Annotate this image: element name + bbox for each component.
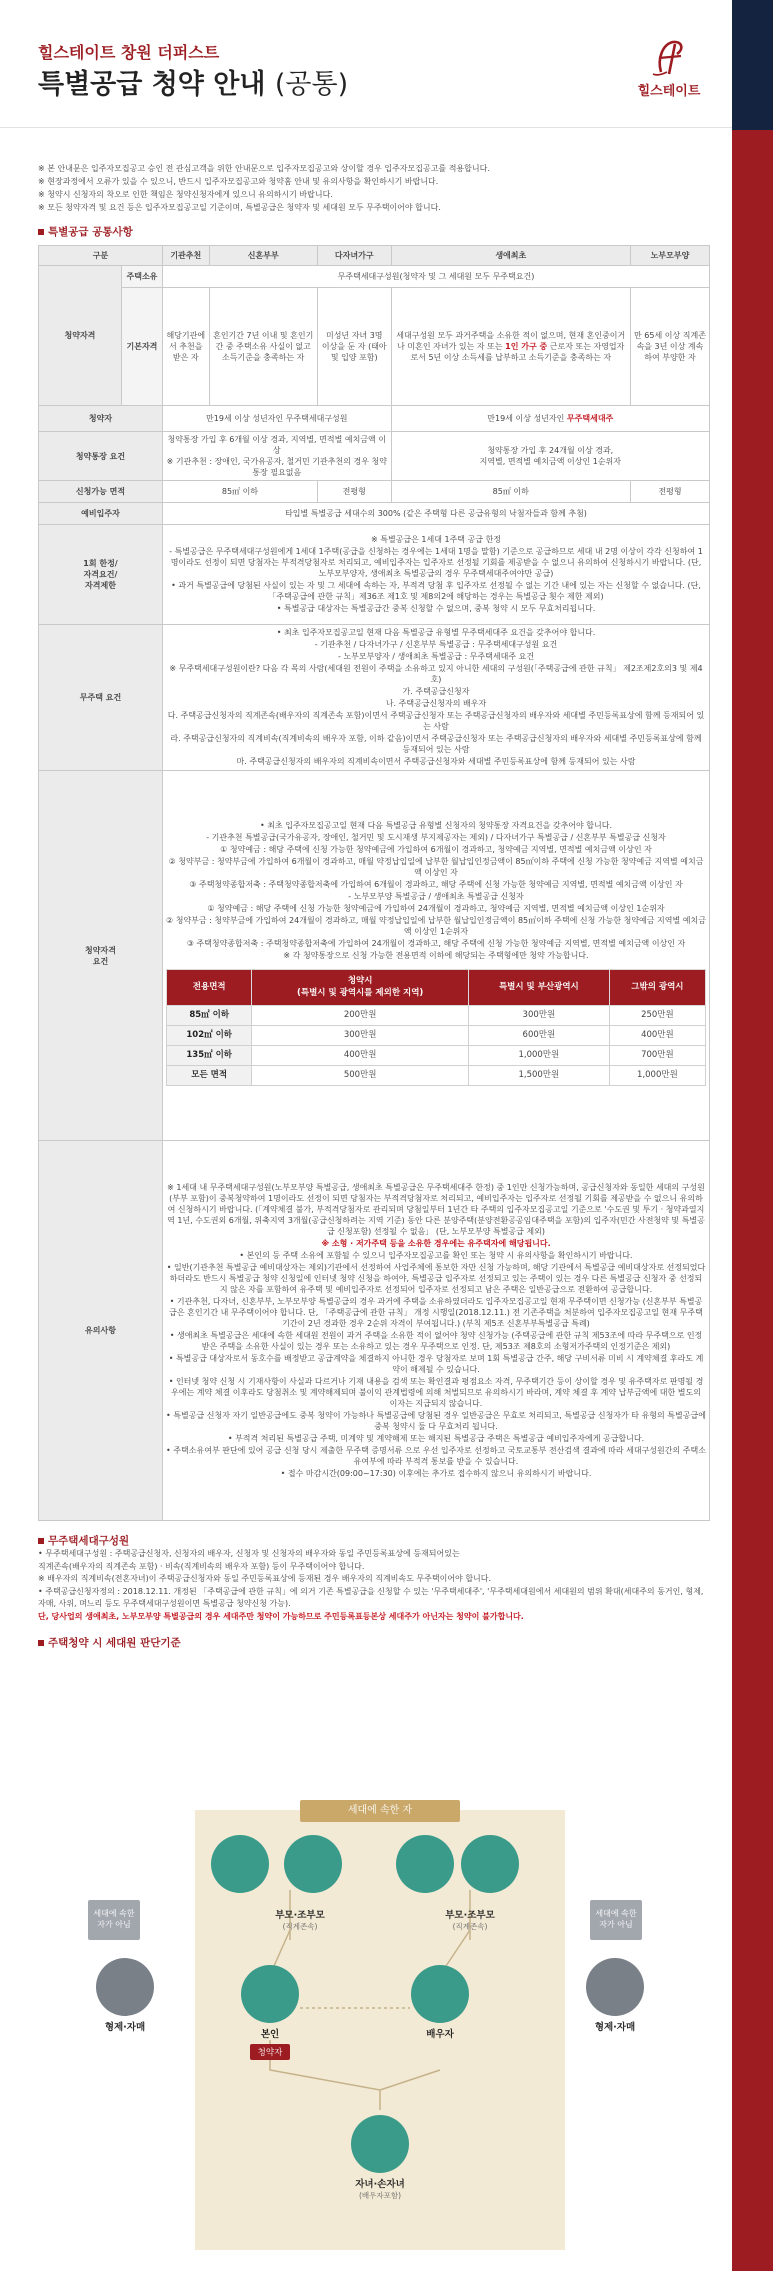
household-box-label: 세대에 속한 자 bbox=[300, 1800, 460, 1822]
applicant-badge: 청약자 bbox=[250, 2044, 291, 2060]
applicant-b: 만19세 이상 성년자인 무주택세대주 bbox=[391, 406, 709, 432]
table-row bbox=[39, 1141, 710, 1521]
row-head-qual: 청약자격 bbox=[39, 266, 122, 406]
page-title bbox=[38, 62, 348, 101]
area-b: 전평형 bbox=[317, 481, 391, 503]
table-row bbox=[39, 771, 710, 1141]
deposit-row: 모든 면적 500만원 1,500만원 1,000만원 bbox=[167, 1065, 706, 1085]
outside-right-label: 세대에 속한 자가 아님 bbox=[590, 1900, 642, 1940]
brand-logo bbox=[630, 38, 708, 102]
table-row bbox=[39, 503, 710, 525]
deposit-head: 청약시 (특별시 및 광역시를 제외한 지역) bbox=[252, 969, 468, 1005]
elder-avatar-icon bbox=[461, 1835, 519, 1893]
caution-text: ※ 1세대 내 무주택세대구성원(노부모부양 특별공급, 생애최초 특별공급은 무주택세대주 한정) 중 1인만 신청가능하며, 공급신청자와 동일한 세대의 구성원(부부 포함)이 중복청약하여 1명이라도 선정이 되면 당첨자는 부적격당첨자로 처리되고, 예비입주자는 입주자로 선정될 기회를 제공받을 수 없으니 유의하여 신청하시기 바랍니다. (「계약체결 불가, 부적격당첨자로 관리되며 당첨일부터 1년간 타 주택의 입주자모집공고일 기준으로 '수도권 및 투기 · 청약과열지역 1년, 수도권외 6개월, 위축지역 3개월(공급신청하려는 지역 기준) 동안 다른 분양주택(분양전환공공임대주택을 포함)의 입주자(민간 사전청약 및 특별공급 신청포함) 선정될 수 없음」 (단, 노부모부양 특별공급 제외) ※ 소형 · 저가주택 등을 소유한 경우에는 유주택자에 해당됩니다. • 본인의 등 주택 소유에 포함될 수 있으니 입주자모집공고를 확인 또는 청약 시 유의사항을 확인하시기 바랍니다. • 일반(기관추천 특별공급 예비대상자는 제외)기관에서 선정하여 사업주체에 통보한 자만 신청 가능하며, 해당 기관에서 특별공급 예비대상자로 선정되었다 하더라도 반드시 특별공급 청약 신청일에 인터넷 청약 신청을 하여야, 특별공급 입주자로 선정되고 있는 주택이 있는 경우 다른 특별공급 신청자 중 선정되지 않은 자를 포함하여 유주택 및 예비입주자로 선정되어 입주자로 선정되고 남은 주택은 일반공급으로 전환하여 공급합니다. • 기관추천, 다자녀, 신혼부부, 노부모부양 특별공급의 경우 과거에 주택을 소유하였더라도 입주자모집공고일 현재 무주택이면 신청가능 (신혼부부 특별공급은 혼인기간 내 무주택이어야 합니다. 단, 「주택공급에 관한 규칙」 개정 시행일(2018.12.11.) 전 기존주택을 처분하여 입주자모집공고일 현재 무주택기간이 2년 경과한 경우 2순위 자격이 부여됩니다.) (부칙 제5조 신혼부부특별공급 특례) • 생애최초 특별공급은 세대에 속한 세대원 전원이 과거 주택을 소유한 적이 없어야 청약 신청가능 (주택공급에 관한 규칙 제53조에 따라 무주택으로 인정받은 주택을 소유한 사실이 있는 경우 또는 소유하고 있는 경우 무주택으로 인정. 단, 제53조 제8호의 소형저가주택의 인정기준은 제외) • 특별공급 대상자로서 동호수를 배정받고 공급계약을 체결하지 아니한 경우 당첨자로 보며 1회 특별공급 간주, 해당 구비서류 미비 시 계약체결 후라도 계약이 해제될 수 있습니다. • 인터넷 청약 신청 시 기재사항이 사실과 다르거나 기재 내용을 검색 또는 확인결과 평점요소 자격, 무주택기간 등이 상이할 경우 및 유주택자로 판명될 경우에는 계약 체결 이후라도 당첨취소 및 계약해제되며 불이익 관계법령에 의해 처벌되므로 유의하시기 바라며, 계약 체결 후 계약 납부금액에 대한 별도의 이자는 지급되지 않습니다. • 특별공급 신청자 자기 일반공급에도 중복 청약이 가능하나 특별공급에 당첨된 경우 일반공급은 무효로 처리되고, 특별공급 신청자가 타 유형의 특별공급에 중복 청약시 둘 다 무효처리 됩니다. • 부적격 처리된 특별공급 주택, 미계약 및 계약해제 또는 해지된 특별공급 주택은 특별공급 예비입주자에게 공급합니다. • 주택소유여부 판단에 있어 공급 신청 당시 제출한 무주택 증명서류 으로 우선 입주자로 선정하고 국토교통부 전산검색 결과에 따라 세대구성원간의 주택소유여부에 따라 부적격 통보를 받을 수 있습니다. • 접수 마감시간(09:00~17:30) 이후에는 추가로 접수하지 않으니 유의하시기 바랍니다. bbox=[163, 1141, 710, 1521]
th-newlywed: 신혼부부 bbox=[209, 246, 317, 266]
household-diagram bbox=[0, 1780, 732, 2271]
elder-avatar-icon bbox=[284, 1835, 342, 1893]
spouse-person: 배우자 bbox=[410, 1965, 470, 2040]
basic-elderly: 만 65세 이상 직계존속을 3년 이상 계속하여 부양한 자 bbox=[630, 288, 709, 406]
table-row bbox=[39, 288, 710, 406]
section-household-title: 주택청약 시 세대원 판단기준 bbox=[38, 1635, 710, 1650]
deposit-row: 85㎡ 이하 200만원 300만원 250만원 bbox=[167, 1005, 706, 1025]
table-row bbox=[39, 432, 710, 481]
deposit-row: 135㎡ 이하 400만원 1,000만원 700만원 bbox=[167, 1045, 706, 1065]
owner-value: 무주택세대구성원(청약자 및 그 세대원 모두 무주택요건) bbox=[163, 266, 710, 288]
th-multichild: 다자녀가구 bbox=[317, 246, 391, 266]
side-accent-bar bbox=[732, 0, 773, 2271]
basic-institution: 해당기관에서 추천을 받은 자 bbox=[163, 288, 210, 406]
notice-item: ※ 청약시 신청자의 착오로 인한 책임은 청약신청자에게 있으니 유의하시기 바랍니다. bbox=[38, 190, 333, 199]
row-head-caution: 유의사항 bbox=[39, 1141, 163, 1521]
applicant-a: 만19세 이상 성년자인 무주택세대구성원 bbox=[163, 406, 392, 432]
row-head-area: 신청가능 면적 bbox=[39, 481, 163, 503]
logo-h-icon bbox=[647, 38, 691, 78]
self-avatar-icon bbox=[241, 1965, 299, 2023]
sibling-avatar-icon bbox=[96, 1958, 154, 2016]
area-d: 전평형 bbox=[630, 481, 709, 503]
basic-newlywed: 혼인기간 7년 이내 및 혼인기간 중 주택소유 사실이 없고 소득기준을 충족하는 자 bbox=[209, 288, 317, 406]
header bbox=[0, 0, 732, 128]
title-main: 특별공급 청약 안내 bbox=[38, 69, 266, 100]
table-row bbox=[39, 525, 710, 625]
grandparent-right-label: 부모·조부모 (직계존속) bbox=[445, 1910, 495, 1931]
row-head-owner: 주택소유 bbox=[121, 266, 162, 288]
area-a: 85㎡ 이하 bbox=[163, 481, 318, 503]
nohouse-text: • 최초 입주자모집공고일 현재 다음 특별공급 유형별 무주택세대주 요건을 갖추어야 합니다. - 기관추천 / 다자녀가구 / 신혼부부 특별공급 : 무주택세대구성원 요건 - 노부모부양자 / 생애최초 특별공급 : 무주택세대주 요건 ※ 무주택세대구성원이란? 다음 각 목의 사람(세대원 전원이 주택을 소유하고 있지 아니한 세대의 구성원(「주택공급에 관한 규칙」 제2조제2호의3 및 제4호) 가. 주택공급신청자 나. 주택공급신청자의 배우자 다. 주택공급신청자의 직계존속(배우자의 직계존속 포함)이면서 주택공급신청자 또는 주택공급신청자의 배우자와 세대별 주민등록표상에 함께 등재되어 있는 사람 라. 주택공급신청자의 직계비속(직계비속의 배우자 포함, 이하 같음)이면서 주택공급신청자 또는 주택공급신청자의 배우자와 세대별 주민등록표상에 함께 등재되어 있는 사람 마. 주택공급신청자의 배우자의 직계비속이면서 주택공급신청자와 세대별 주민등록표상에 함께 등재되어 있는 사람 bbox=[163, 625, 710, 771]
basic-multichild: 미성년 자녀 3명 이상을 둔 자 (태아 및 입양 포함) bbox=[317, 288, 391, 406]
notice-item: ※ 모든 청약자격 및 요건 등은 입주자모집공고일 기준이며, 특별공급은 청약자 및 세대원 모두 무주택이어야 합니다. bbox=[38, 203, 441, 212]
th-elderly: 노부모부양 bbox=[630, 246, 709, 266]
th-institution: 기관추천 bbox=[163, 246, 210, 266]
deposit-table bbox=[166, 969, 706, 1086]
title-suffix: (공통) bbox=[274, 69, 349, 100]
table-row bbox=[39, 481, 710, 503]
notice-item: ※ 본 안내문은 입주자모집공고 승인 전 관심고객을 위한 안내문으로 입주자모집공고와 상이할 경우 입주자모집공고를 적용합니다. bbox=[38, 164, 490, 173]
self-person: 본인 청약자 bbox=[240, 1965, 300, 2060]
grandparent-right-2 bbox=[460, 1835, 520, 1893]
reserve-value: 타입별 특별공급 세대수의 300% (같은 주택형 다른 공급유형의 낙첨자들과 함께 추첨) bbox=[163, 503, 710, 525]
square-bullet-icon bbox=[38, 1640, 44, 1646]
common-requirements-table bbox=[38, 245, 710, 1521]
grandparent-left-1 bbox=[210, 1835, 270, 1893]
elder-avatar-icon bbox=[396, 1835, 454, 1893]
logo-text: 힐스테이트 bbox=[637, 84, 701, 99]
row-head-reserve: 예비입주자 bbox=[39, 503, 163, 525]
section-common-title: 특별공급 공통사항 bbox=[38, 224, 710, 239]
bank-b: 청약통장 가입 후 24개월 이상 경과, 지역별, 면적별 예치금액 이상인 1순위자 bbox=[391, 432, 709, 481]
bankreq-text: • 최초 입주자모집공고일 현재 다음 특별공급 유형별 신청자의 청약통장 자격요건을 갖추어야 합니다. - 기관추천 특별공급(국가유공자, 장애인, 철거민 및 도시재생 부지제공자는 제외) / 다자녀가구 특별공급 / 신혼부부 특별공급 신청자 ① 청약예금 : 해당 주택에 신청 가능한 청약예금에 가입하여 6개월이 경과하고, 청약예금 지역별, 면적별 예치금액 이상인 자 ② 청약부금 : 청약부금에 가입하여 6개월이 경과하고, 매월 약정납입일에 납부한 월납입인정금액이 85㎡이하 주택에 신청 가능한 청약예금 지역별 예치금액 이상인 자 ③ 주택청약종합저축 : 주택청약종합저축에 가입하여 6개월이 경과하고, 해당 주택에 신청 가능한 청약예금 지역별, 면적별 예치금액 이상인 자 - 노부모부양 특별공급 / 생애최초 특별공급 신청자 ① 청약예금 : 해당 주택에 신청 가능한 청약예금에 가입하여 24개월이 경과하고, 청약예금 지역별, 면적별 예치금액 이상인 1순위자 ② 청약부금 : 청약부금에 가입하여 24개월이 경과하고, 매월 약정납입일에 납부한 월납입인정금액이 85㎡이하 주택에 신청 가능한 청약예금 지역별 예치금액 이상인 1순위자 ③ 주택청약종합저축 : 주택청약종합저축에 가입하여 24개월이 경과하고, 해당 주택에 신청 가능한 청약예금 지역별, 면적별 예치금액 이상인 자 ※ 각 청약통장으로 신청 가능한 전용면적 이하에 해당되는 주택형에만 청약 가능합니다. 전용면적 청약시 (특별시 및 광역시를 제외한 지역) 특별시 및 부산광역시 그밖의 광역시 85㎡ 이하 200만원 300만원 250만원 102㎡ 이하 300만원 600만원 400만원 135㎡ 이하 400만원 1,000만원 700만원 모든 면적 500만원 1,500만원 1,000만원 bbox=[163, 771, 710, 1141]
outside-left-label: 세대에 속한 자가 아님 bbox=[88, 1900, 140, 1940]
brand-name: 힐스테이트 창원 더퍼스트 bbox=[38, 43, 220, 62]
grandparent-left-label: 부모·조부모 (직계존속) bbox=[275, 1910, 325, 1931]
content bbox=[38, 162, 710, 1650]
sibling-left: 형제·자매 bbox=[95, 1958, 155, 2033]
row-head-basic: 기본자격 bbox=[121, 288, 162, 406]
row-head-applicant: 청약자 bbox=[39, 406, 163, 432]
table-row bbox=[39, 406, 710, 432]
th-category: 구분 bbox=[39, 246, 163, 266]
child-avatar-icon bbox=[351, 2115, 409, 2173]
deposit-row: 102㎡ 이하 300만원 600만원 400만원 bbox=[167, 1025, 706, 1045]
notice-list bbox=[38, 162, 710, 214]
row-head-bankreq: 청약자격 요건 bbox=[39, 771, 163, 1141]
foot-notes: • 무주택세대구성원 : 주택공급신청자, 신청자의 배우자, 신청자 및 신청자의 배우자와 동일 주민등록표상에 등재되어있는 직계존속(배우자의 직계존속 포함) · 비속(직계비속의 배우자 포함) 등이 무주택이어야 합니다. ※ 배우자의 직계비속(전혼자녀)이 주택공급신청자와 동일 주민등록표상에 등재된 경우 배우자의 직계비속도 무주택이어야 합니다. • 주택공급신청자정의 : 2018.12.11. 개정된 「주택공급에 관한 규칙」에 의거 기존 특별공급을 신청할 수 있는 '무주택세대주', '무주택세대원에서 세대원의 범위 확대(세대주의 동거인, 형제, 자매, 사위, 며느리 등도 무주택세대구성원이면 특별공급 청약신청 가능). 단, 당사업의 생애최초, 노부모부양 특별공급의 경우 세대주만 청약이 가능하므로 주민등록표등본상 세대주가 아닌자는 청약이 불가합니다. bbox=[38, 1549, 704, 1621]
notice-item: ※ 현장과정에서 오류가 있을 수 있으니, 반드시 입주자모집공고와 청약홈 안내 및 유의사항을 확인하시기 바랍니다. bbox=[38, 177, 439, 186]
deposit-head: 특별시 및 부산광역시 bbox=[468, 969, 609, 1005]
elder-avatar-icon bbox=[211, 1835, 269, 1893]
basic-firsttime: 세대구성원 모두 과거주택을 소유한 적이 없으며, 현재 혼인중이거나 미혼인 자녀가 있는 자 또는 1인 가구 중 근로자 또는 자영업자로서 5년 이상 소득세를 납부하고 소득기준을 충족하는 자 bbox=[391, 288, 630, 406]
row-head-once: 1회 한정/ 자격요건/ 자격제한 bbox=[39, 525, 163, 625]
area-c: 85㎡ 이하 bbox=[391, 481, 630, 503]
square-bullet-icon bbox=[38, 229, 44, 235]
table-row bbox=[39, 266, 710, 288]
spouse-avatar-icon bbox=[411, 1965, 469, 2023]
square-bullet-icon bbox=[38, 1538, 44, 1544]
grandparent-right-1 bbox=[395, 1835, 455, 1893]
row-head-bank: 청약통장 요건 bbox=[39, 432, 163, 481]
child-person: 자녀·손자녀 (배우자포함) bbox=[340, 2115, 420, 2201]
section-foot-title: 무주택세대구성원 bbox=[38, 1533, 710, 1548]
table-header-row bbox=[39, 246, 710, 266]
th-firsttime: 생애최초 bbox=[391, 246, 630, 266]
side-accent-top bbox=[732, 0, 773, 130]
bank-a: 청약통장 가입 후 6개월 이상 경과, 지역별, 면적별 예치금액 이상 ※ 기관추천 : 장애인, 국가유공자, 철거민 기관추천의 경우 청약통장 필요없음 bbox=[163, 432, 392, 481]
once-text: ※ 특별공급은 1세대 1주택 공급 한정 - 특별공급은 무주택세대구성원에게 1세대 1주택(공급을 신청하는 경우에는 1세대 1명을 말함) 기준으로 공급하므로 세대 내 2명 이상이 각각 신청하여 1명이라도 선정이 되면 당첨자는 부적격당첨자로 처리되고, 예비입주자는 입주자로 선정될 기회를 제공받을 수 없으니 유의하여 신청하시기 바랍니다. (단, 노부모부양자, 생애최초 특별공급의 경우 무주택세대주여야만 공급) • 과거 특별공급에 당첨된 사실이 있는 자 및 그 세대에 속하는 자, 부적격 당첨 후 입주자로 선정될 수 없는 기간 내에 있는 자는 신청할 수 없습니다. (단,「주택공급에 관한 규칙」제36조 제1호 및 제8의2에 해당하는 경우는 특별공급 횟수 제한 제외) • 특별공급 대상자는 특별공급간 중복 신청할 수 없으며, 중복 청약 시 모두 무효처리됩니다. bbox=[163, 525, 710, 625]
grandparent-left-2 bbox=[283, 1835, 343, 1893]
table-row bbox=[39, 625, 710, 771]
sibling-avatar-icon bbox=[586, 1958, 644, 2016]
deposit-head: 전용면적 bbox=[167, 969, 252, 1005]
deposit-head: 그밖의 광역시 bbox=[609, 969, 705, 1005]
row-head-nohouse: 무주택 요건 bbox=[39, 625, 163, 771]
sibling-right: 형제·자매 bbox=[585, 1958, 645, 2033]
